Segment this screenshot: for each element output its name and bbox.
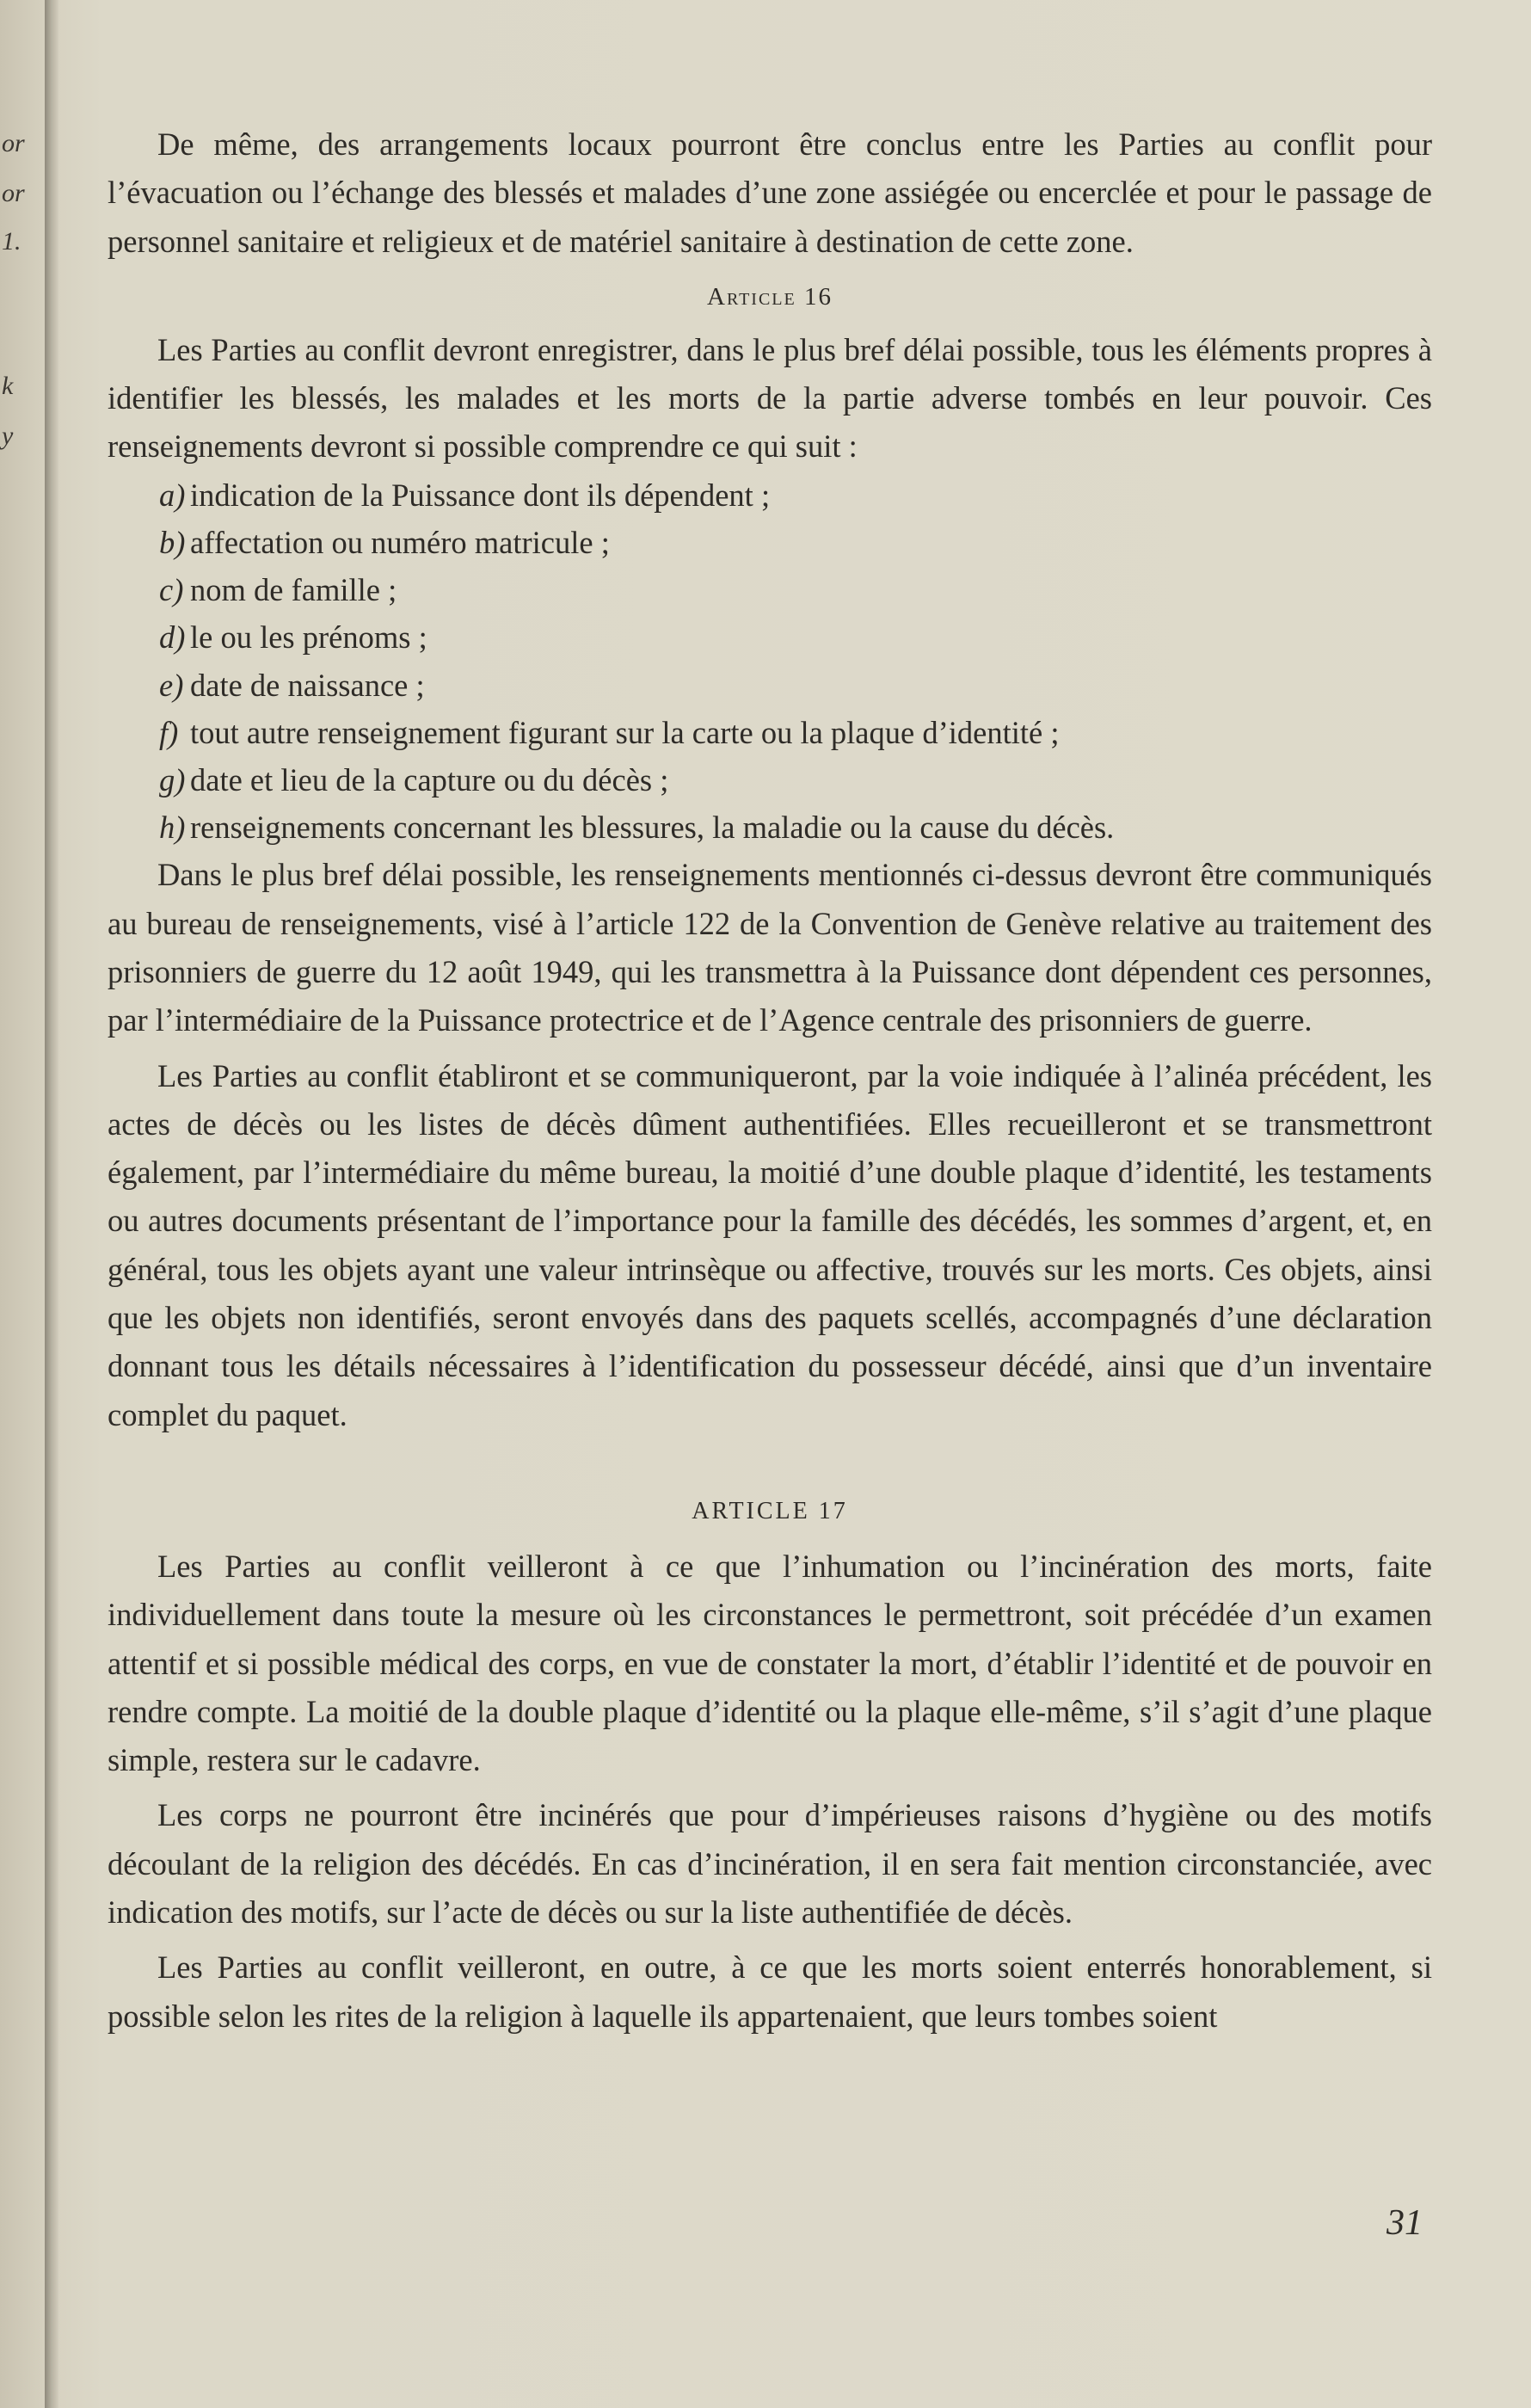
- list-item-text: renseignements concernant les blessures, la maladie ou la cause du décès.: [190, 810, 1115, 846]
- list-item-text: tout autre renseignement figurant sur la carte ou la plaque d’identité ;: [190, 714, 1060, 750]
- list-item: [159, 519, 1432, 566]
- article-16-list: [108, 471, 1432, 852]
- article-17-paragraph-1: Les Parties au conflit veilleront à ce que l’inhumation ou l’incinération des morts, faite individuellement dans toute la mesure où les circonstances le permettront, soit précédée d’un examen attentif et si possible médical des corps, en vue de constater la mort, d’établir l’identité et de pouvoir en rendre compte. La moitié de la double plaque d’identité ou la plaque elle-même, s’il s’agit d’une plaque simple, restera sur le cadavre.: [108, 1548, 1432, 1778]
- article-16-heading: Article 16: [707, 282, 833, 311]
- list-item-text: le ou les prénoms ;: [190, 619, 427, 656]
- margin-fragment: or: [2, 129, 25, 157]
- page-number: 31: [1387, 2203, 1423, 2243]
- margin-fragment: k: [2, 372, 14, 400]
- list-item-text: affectation ou numéro matricule ;: [190, 524, 610, 560]
- intro-paragraph: De même, des arrangements locaux pourront être conclus entre les Parties au conflit pour l’évacuation ou l’échange des blessés et malades d’une zone assiégée ou encerclée et pour le passage de personnel sanitaire et religieux et de matériel sanitaire à destination de cette zone.: [108, 126, 1432, 259]
- list-marker: e): [159, 667, 184, 703]
- margin-fragment: y: [2, 422, 14, 450]
- list-item: [159, 662, 1432, 709]
- article-17-heading: ARTICLE 17: [692, 1497, 848, 1524]
- list-item: [159, 756, 1432, 804]
- list-marker: g): [159, 762, 186, 798]
- list-item: [159, 471, 1432, 519]
- list-marker: d): [159, 619, 186, 656]
- list-item: [159, 709, 1432, 756]
- list-item-text: indication de la Puissance dont ils dépendent ;: [190, 477, 771, 513]
- list-marker: b): [159, 524, 186, 560]
- article-16-paragraph-2: Dans le plus bref délai possible, les renseignements mentionnés ci-dessus devront être communiqués au bureau de renseignements, visé à l’article 122 de la Convention de Genève relative au traitement des prisonniers de guerre du 12 août 1949, qui les transmettra à la Puissance dont dépendent ces personnes, par l’intermédiaire de la Puissance protectrice et de l’Agence centrale des prisonniers de guerre.: [108, 857, 1432, 1038]
- page-text: [108, 120, 1432, 2041]
- list-marker: c): [159, 572, 184, 608]
- list-item-text: date de naissance ;: [190, 667, 425, 703]
- article-17-paragraph-3: Les Parties au conflit veilleront, en outre, à ce que les morts soient enterrés honorablement, si possible selon les rites de la religion à laquelle ils appartenaient, que leurs tombes soient: [108, 1949, 1432, 2034]
- article-16-paragraph-3: Les Parties au conflit établiront et se communiqueront, par la voie indiquée à l’alinéa précédent, les actes de décès ou les listes de décès dûment authentifiées. Elles recueilleront et se transmettront également, par l’intermédiaire du même bureau, la moitié d’une double plaque d’identité, les testaments ou autres documents présentant de l’importance pour la famille des décédés, les sommes d’argent, et, en général, tous les objets ayant une valeur intrinsèque ou affective, trouvés sur les morts. Ces objets, ainsi que les objets non identifiés, seront envoyés dans des paquets scellés, accompagnés d’une déclaration donnant tous les détails nécessaires à l’identification du possesseur décédé, ainsi que d’un inventaire complet du paquet.: [108, 1057, 1432, 1432]
- previous-page-margin: [0, 0, 43, 2408]
- article-17-paragraph-2: Les corps ne pourront être incinérés que pour d’impérieuses raisons d’hygiène ou des motifs découlant de la religion des décédés. En cas d’incinération, il en sera fait mention circonstanciée, avec indication des motifs, sur l’acte de décès ou sur la liste authentifiée de décès.: [108, 1797, 1432, 1931]
- margin-fragment: or: [2, 179, 25, 207]
- list-marker: f): [159, 714, 179, 750]
- list-marker: a): [159, 477, 186, 513]
- list-item: [159, 613, 1432, 661]
- list-marker: h): [159, 810, 186, 846]
- list-item: [159, 566, 1432, 613]
- list-item-text: date et lieu de la capture ou du décès ;: [190, 762, 669, 798]
- margin-fragment: 1.: [2, 227, 22, 256]
- article-16-paragraph-1: Les Parties au conflit devront enregistrer, dans le plus bref délai possible, tous les éléments propres à identifier les blessés, les malades et les morts de la partie adverse tombés en leur pouvoir. Ces renseignements devront si possible comprendre ce qui suit :: [108, 331, 1432, 465]
- page-binding-edge: [45, 0, 58, 2408]
- list-item-text: nom de famille ;: [190, 572, 397, 608]
- list-item: [159, 804, 1432, 851]
